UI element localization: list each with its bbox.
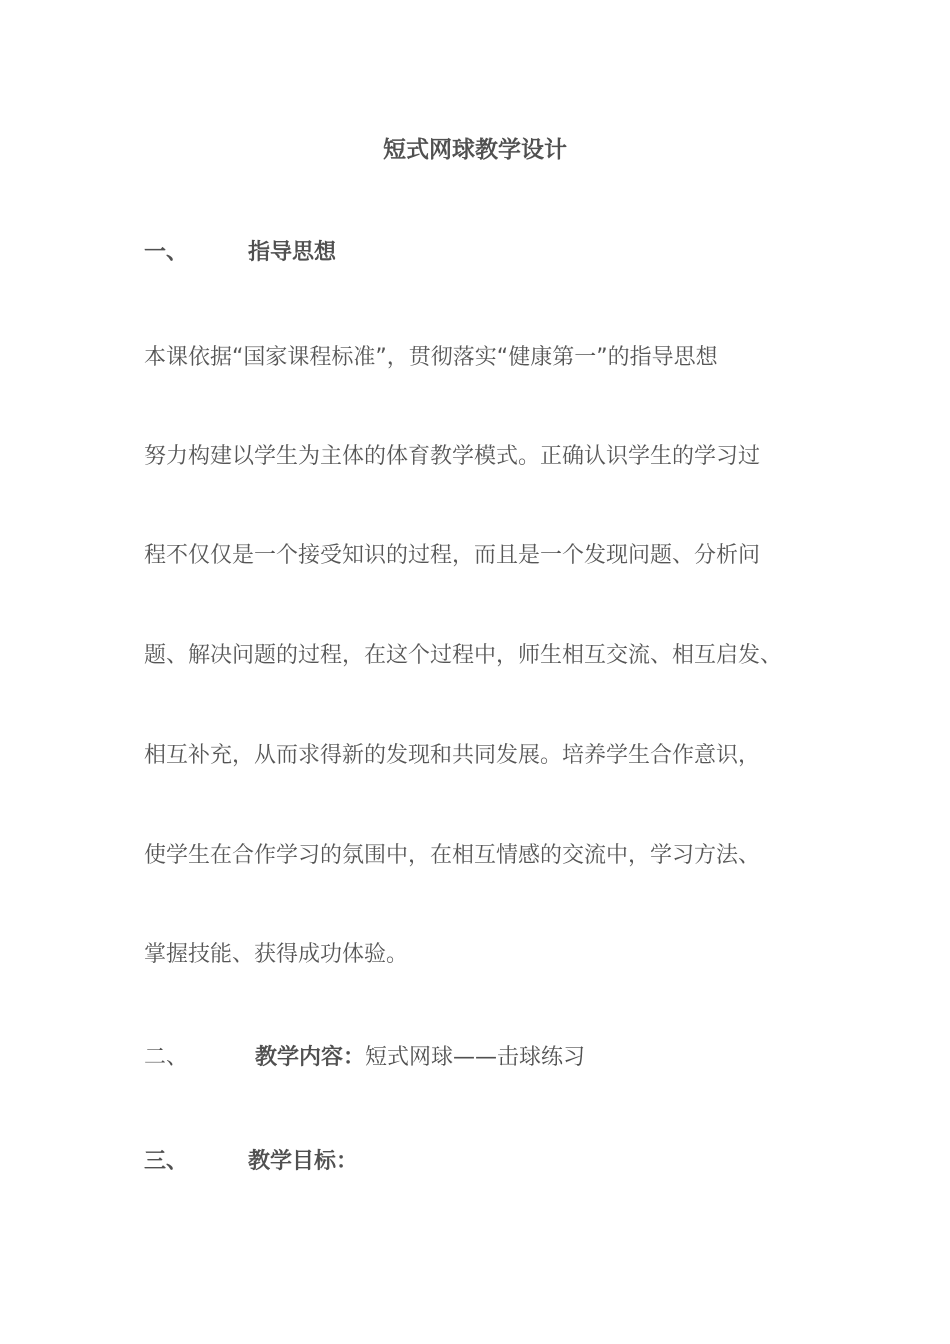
section-heading-2 <box>144 1042 586 1074</box>
paragraph-line: 使学生在合作学习的氛围中，在相互情感的交流中，学习方法、 <box>144 843 761 868</box>
document-title: 短式网球教学设计 <box>383 137 567 163</box>
section-heading-3 <box>144 1146 359 1178</box>
paragraph-line: 努力构建以学生为主体的体育教学模式。正确认识学生的学习过 <box>144 444 761 469</box>
section-title: 指导思想 <box>248 240 337 265</box>
section-title-text: 教学内容： <box>255 1045 366 1070</box>
paragraph-line: 相互补充，从而求得新的发现和共同发展。培养学生合作意识， <box>144 743 761 768</box>
section-number: 三、 <box>144 1149 189 1174</box>
paragraph-line: 程不仅仅是一个接受知识的过程，而且是一个发现问题、分析问 <box>144 543 761 568</box>
paragraph-line: 本课依据“国家课程标准”，贯彻落实“健康第一”的指导思想 <box>144 345 718 370</box>
section-value: 短式网球——击球练习 <box>365 1045 586 1070</box>
section-title <box>255 1042 585 1074</box>
section-title: 教学目标： <box>248 1149 359 1174</box>
section-heading-1 <box>144 237 337 269</box>
section-number: 二、 <box>144 1045 189 1070</box>
paragraph-line: 掌握技能、获得成功体验。 <box>144 942 409 967</box>
paragraph-line: 题、解决问题的过程，在这个过程中，师生相互交流、相互启发、 <box>144 643 783 668</box>
section-number: 一、 <box>144 240 189 265</box>
